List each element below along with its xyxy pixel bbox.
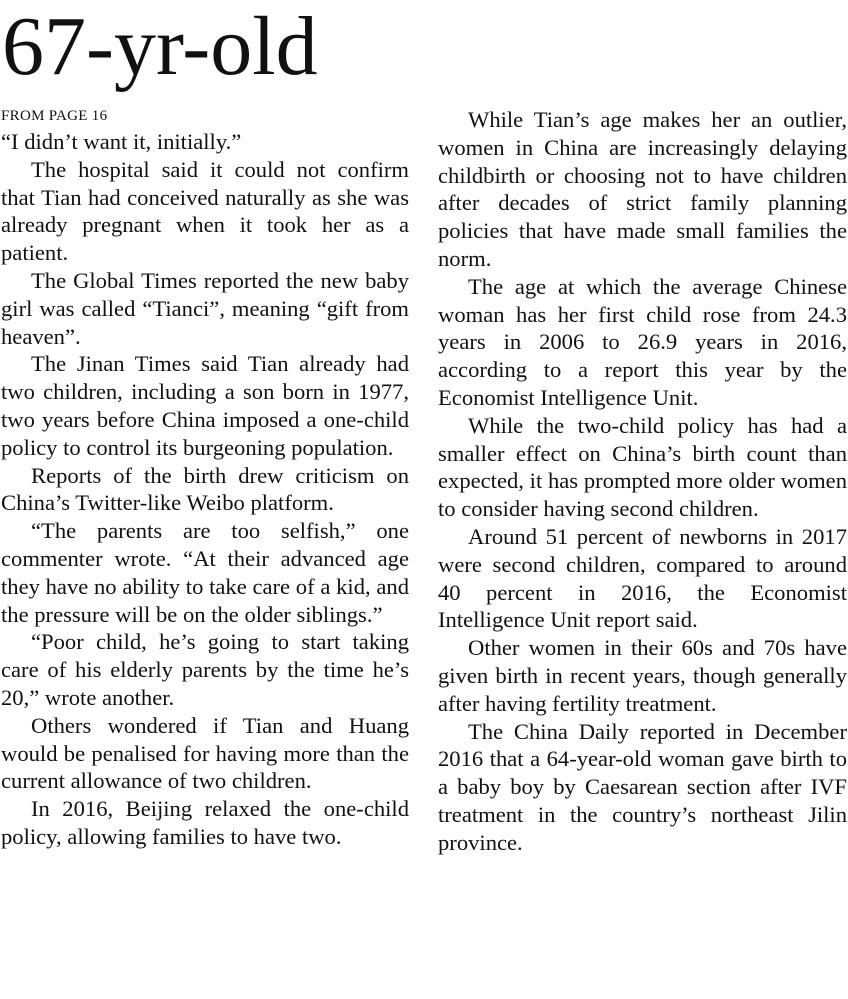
paragraph: Around 51 percent of newborns in 2017 were second children, compared to around 40 percent in 2016, the Economist Intelligence Unit report said. xyxy=(438,523,847,633)
paragraph: Reports of the birth drew criticism on China’s Twitter-like Weibo platform. xyxy=(1,462,409,516)
paragraph: Other women in their 60s and 70s have given birth in recent years, though generally after having fertility treatment. xyxy=(438,635,847,716)
headline: 67-yr-old xyxy=(2,0,318,93)
paragraph: While the two-child policy has had a smaller effect on China’s birth count than expected, it has prompted more older women to consider having second children. xyxy=(438,412,847,522)
jump-line: FROM PAGE 16 xyxy=(1,108,108,124)
paragraph: The Global Times reported the new baby girl was called “Tianci”, meaning “gift from heaven”. xyxy=(1,267,409,349)
paragraph: The Jinan Times said Tian already had two children, including a son born in 1977, two years before China imposed a one-child policy to control its burgeoning population. xyxy=(1,351,409,460)
paragraph: The hospital said it could not confirm that Tian had conceived naturally as she was already pregnant when it took her as a patient. xyxy=(1,156,409,266)
paragraph: The age at which the average Chinese woman has her first child rose from 24.3 years in 2006 to 26.9 years in 2016, according to a report this year by the Economist Intelligence Unit. xyxy=(438,273,847,410)
paragraph: “Poor child, he’s going to start taking care of his elderly parents by the time he’s 20,” wrote another. xyxy=(1,629,409,710)
paragraph: In 2016, Beijing relaxed the one-child policy, allowing families to have two. xyxy=(1,796,409,849)
paragraph: Others wondered if Tian and Huang would be penalised for having more than the current allowance of two children. xyxy=(1,712,409,794)
paragraph: The China Daily reported in December 2016 that a 64-year-old woman gave birth to a baby boy by Caesarean section after IVF treatment in the country’s northeast Jilin province. xyxy=(438,718,847,855)
paragraph: “I didn’t want it, initially.” xyxy=(1,129,242,154)
paragraph: While Tian’s age makes her an outlier, women in China are increasingly delaying childbirth or choosing not to have children after decades of strict family planning policies that have made small families the norm. xyxy=(438,107,847,271)
article-column-right xyxy=(438,106,847,857)
article-column-left xyxy=(1,104,409,851)
paragraph: “The parents are too selfish,” one commenter wrote. “At their advanced age they have no ability to take care of a kid, and the pressure will be on the older siblings.” xyxy=(1,518,409,627)
